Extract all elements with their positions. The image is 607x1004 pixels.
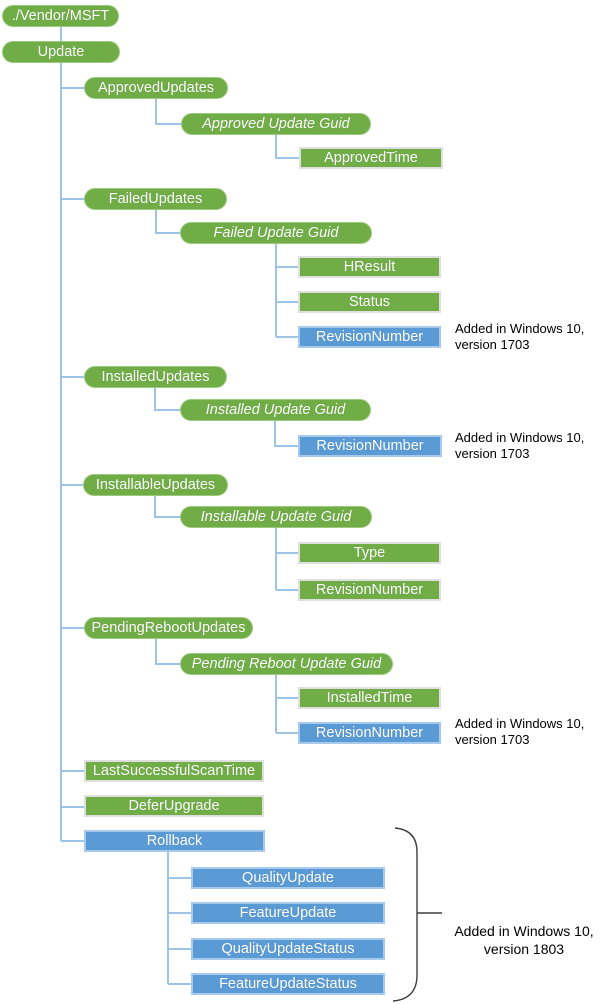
node-vendor-msft: ./Vendor/MSFT	[2, 5, 119, 27]
node-pending-revision-number: RevisionNumber	[298, 722, 441, 744]
node-installed-updates: InstalledUpdates	[84, 366, 227, 388]
node-pending-reboot-updates: PendingRebootUpdates	[84, 617, 253, 639]
node-approved-time: ApprovedTime	[299, 147, 443, 169]
annotation-line: version 1703	[455, 446, 530, 461]
node-installed-revision-number: RevisionNumber	[298, 435, 442, 457]
node-failed-update-guid: Failed Update Guid	[180, 222, 372, 244]
annotation-1703-failed	[455, 321, 584, 353]
node-hresult: HResult	[298, 256, 441, 278]
annotation-1703-installed	[455, 430, 584, 462]
node-status: Status	[298, 291, 441, 313]
brace-1803	[393, 828, 442, 1001]
annotation-line: version 1703	[455, 732, 530, 747]
node-pending-reboot-update-guid: Pending Reboot Update Guid	[180, 653, 393, 675]
node-defer-upgrade: DeferUpgrade	[84, 795, 264, 817]
node-failed-revision-number: RevisionNumber	[298, 326, 441, 348]
annotation-line: version 1803	[483, 941, 565, 957]
node-approved-update-guid: Approved Update Guid	[181, 113, 371, 135]
node-last-successful-scan-time: LastSuccessfulScanTime	[84, 760, 264, 782]
annotation-line: version 1703	[455, 337, 530, 352]
annotation-1703-pending	[455, 716, 584, 748]
node-feature-update-status: FeatureUpdateStatus	[191, 973, 385, 995]
annotation-line: Added in Windows 10,	[454, 923, 594, 939]
node-installable-update-guid: Installable Update Guid	[180, 506, 372, 528]
node-feature-update: FeatureUpdate	[191, 902, 385, 924]
node-update: Update	[2, 41, 120, 63]
annotation-line: Added in Windows 10,	[455, 430, 585, 445]
rollback-branch-connector	[168, 852, 191, 984]
node-approved-updates: ApprovedUpdates	[84, 77, 228, 99]
annotation-line: Added in Windows 10,	[455, 716, 585, 731]
node-failed-updates: FailedUpdates	[84, 188, 227, 210]
node-rollback: Rollback	[84, 830, 265, 852]
annotation-line: Added in Windows 10,	[455, 321, 585, 336]
node-installable-updates: InstallableUpdates	[83, 474, 228, 496]
node-installable-revision-number: RevisionNumber	[298, 579, 441, 601]
node-quality-update-status: QualityUpdateStatus	[191, 938, 385, 960]
node-installed-update-guid: Installed Update Guid	[180, 399, 371, 421]
node-type: Type	[298, 542, 441, 564]
node-quality-update: QualityUpdate	[191, 867, 385, 889]
node-installed-time: InstalledTime	[298, 687, 441, 709]
trunk-connector	[61, 27, 84, 841]
annotation-1803-rollback	[441, 922, 607, 958]
